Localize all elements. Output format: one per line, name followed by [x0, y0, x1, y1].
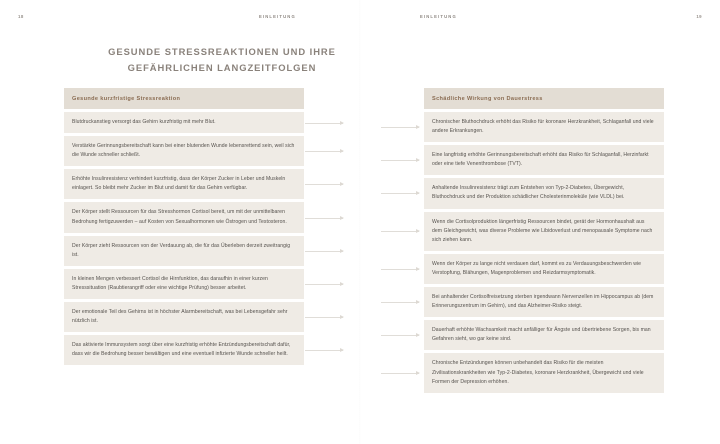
cell-text: Chronische Entzündungen können unbehandelt das Risiko für die meisten Zivilisationskrankheiten wie Typ-2-Diabetes, koronare Herzkrankheit, Übergewicht und viele Formen der Depression erhöhen.	[432, 360, 644, 385]
arrow-right-icon	[381, 269, 419, 270]
page-title-line-2: GEFÄHRLICHEN LANGZEITFOLGEN	[127, 62, 317, 73]
cell-text: Das aktivierte Immunsystem sorgt über eine kurzfristig erhöhte Entzündungsbereitschaft dafür, dass wir die Bedrohung besser bewältigen und eine eventuell infizierte Wunde schneller heilt.	[72, 342, 291, 358]
arrow-right-icon	[305, 184, 343, 185]
cell-text: Chronischer Bluthochdruck erhöht das Risiko für koronare Herzkrankheit, Schlaganfall und viele andere Erkrankungen.	[432, 119, 654, 135]
table-row	[64, 202, 304, 232]
arrow-right-icon	[381, 335, 419, 336]
arrow-right-icon	[305, 151, 343, 152]
cell-text: Bei anhaltender Cortisolfreisetzung sterben irgendwann Nervenzellen im Hippocampus ab (dem Erinnerungszentrum im Gehirn), und das Alzheimer-Risiko steigt.	[432, 294, 654, 310]
cell-text: Erhöhte Insulinresistenz verhindert kurzfristig, dass der Körper Zucker in Leber und Muskeln einlagert. So bleibt mehr Zucker im Blut und damit für das Gehirn verfügbar.	[72, 176, 286, 192]
column-chronic-stress	[424, 88, 664, 393]
cell-text: Anhaltende Insulinresistenz trägt zum Entstehen von Typ-2-Diabetes, Übergewicht, Bluthochdruck und der Produktion schädlicher Cholesterinmoleküle (wie VLDL) bei.	[432, 185, 625, 201]
column-header-right: Schädliche Wirkung von Dauerstress	[424, 88, 664, 109]
arrow-right-icon	[381, 127, 419, 128]
cell-text: Wenn der Körper zu lange nicht verdauen darf, kommt es zu Verdauungsbeschwerden wie Verstopfung, Blähungen, Magenproblemen und Reizdarmsymptomatik.	[432, 260, 642, 276]
table-row	[64, 269, 304, 299]
table-row	[424, 212, 664, 251]
table-row	[424, 320, 664, 350]
page-title-line-1: GESUNDE STRESSREAKTIONEN UND IHRE	[108, 46, 336, 57]
table-row	[424, 353, 664, 392]
running-head-right: EINLEITUNG	[420, 14, 457, 19]
cell-text: Der Körper stellt Ressourcen für das Stresshormon Cortisol bereit, um mit der unmittelbaren Bedrohung fertigzuwerden – auf Kosten von Sexualhormonen wie Östrogen und Testosteron.	[72, 209, 287, 225]
table-row	[424, 112, 664, 142]
arrow-right-icon	[305, 218, 343, 219]
arrow-right-icon	[305, 284, 343, 285]
arrow-right-icon	[305, 123, 343, 124]
arrow-right-icon	[305, 350, 343, 351]
cell-text: Dauerhaft erhöhte Wachsamkeit macht anfälliger für Ängste und übertriebene Sorgen, bis man Gefahren sieht, wo gar keine sind.	[432, 327, 651, 343]
table-row	[64, 302, 304, 332]
arrow-right-icon	[381, 231, 419, 232]
table-row	[424, 145, 664, 175]
table-row	[64, 136, 304, 166]
arrow-right-icon	[381, 193, 419, 194]
cell-text: Der emotionale Teil des Gehirns ist in höchster Alarmbereitschaft, was bei Lebensgefahr sehr nützlich ist.	[72, 309, 288, 325]
folio-left: 18	[18, 14, 24, 19]
cell-text: Wenn die Cortisolproduktion längerfristig Ressourcen bindet, gerät der Hormonhaushalt aus dem Gleichgewicht, was diverse Probleme wie Libidoverlust und menopausale Symptome nach sich ziehen kann.	[432, 218, 653, 243]
table-row	[64, 112, 304, 133]
folio-right: 19	[696, 14, 702, 19]
table-row	[424, 254, 664, 284]
page-title	[72, 44, 372, 75]
arrow-right-icon	[305, 251, 343, 252]
arrow-right-icon	[381, 373, 419, 374]
table-row	[64, 236, 304, 266]
cell-text: Der Körper zieht Ressourcen von der Verdauung ab, die für das Überleben derzeit zweitrangig ist.	[72, 242, 291, 258]
running-head-left: EINLEITUNG	[259, 14, 296, 19]
table-row	[424, 287, 664, 317]
arrow-right-icon	[381, 302, 419, 303]
cell-text: Blutdruckanstieg versorgt das Gehirn kurzfristig mit mehr Blut.	[72, 119, 216, 125]
table-row	[64, 169, 304, 199]
column-header-left: Gesunde kurzfristige Stressreaktion	[64, 88, 304, 109]
cell-text: Verstärkte Gerinnungsbereitschaft kann bei einer blutenden Wunde lebensrettend sein, weil sich die Wunde schneller schließt.	[72, 143, 295, 159]
cell-text: Eine langfristig erhöhte Gerinnungsbereitschaft erhöht das Risiko für Schlaganfall, Herzinfarkt oder eine tiefe Venenthrombose (TVT).	[432, 152, 649, 168]
arrow-right-icon	[305, 317, 343, 318]
column-healthy-stress	[64, 88, 304, 365]
table-row	[64, 335, 304, 365]
arrow-right-icon	[381, 160, 419, 161]
cell-text: In kleinen Mengen verbessert Cortisol die Hirnfunktion, das daraufhin in einer kurzen Stresssituation (Raubtierangriff oder eine wichtige Prüfung) besser arbeitet.	[72, 275, 268, 291]
table-row	[424, 178, 664, 208]
